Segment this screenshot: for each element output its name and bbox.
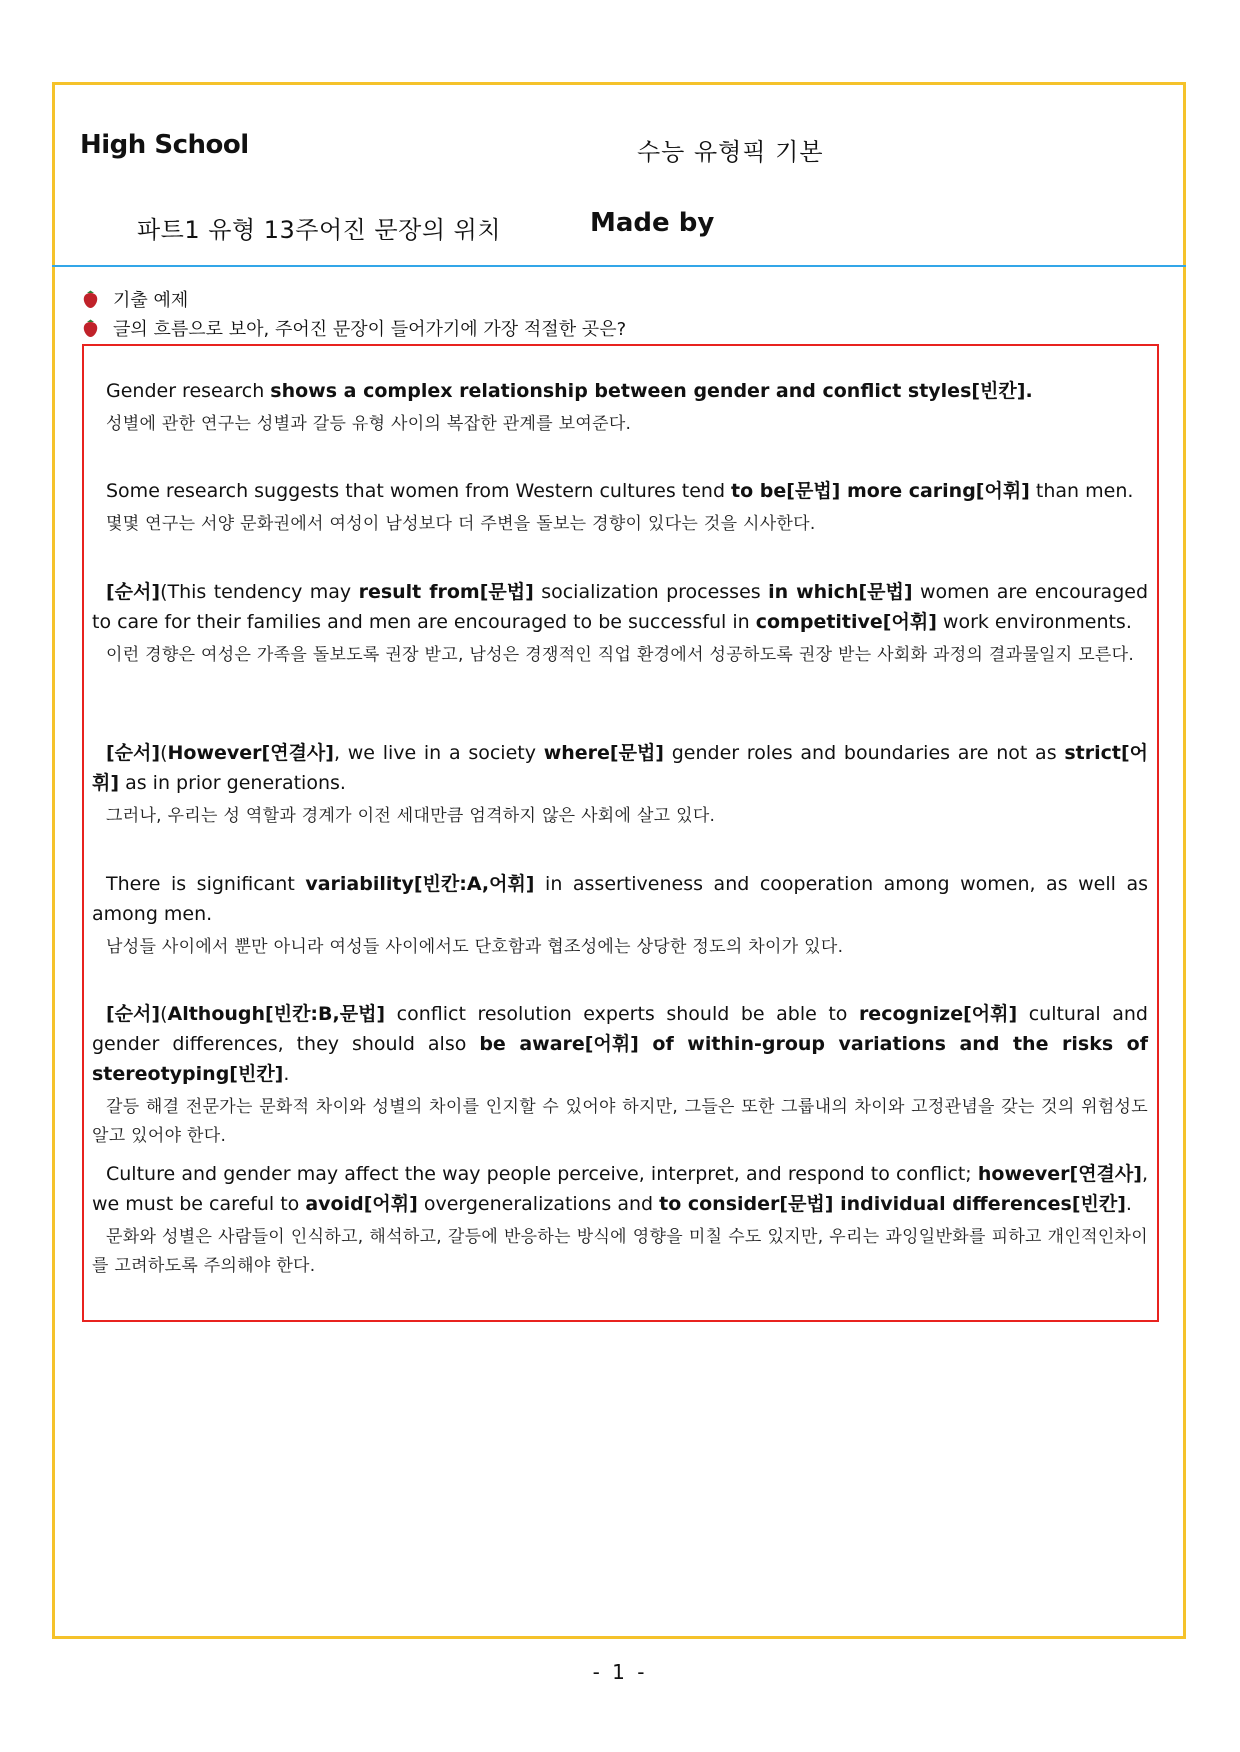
emphasized-phrase: shows a complex relationship between gender and conflict styles[빈칸]. [270, 380, 1033, 402]
text-run: gender roles and boundaries are not as [664, 742, 1065, 764]
passage-paragraph-7 [92, 1159, 1148, 1281]
emphasized-phrase: Although[빈칸:B,문법] [167, 1003, 386, 1025]
emphasized-phrase: [순서] [106, 742, 161, 764]
passage-paragraph-1 [92, 376, 1148, 439]
subject-title: 수능 유형픽 기본 [637, 138, 824, 166]
english-sentence [92, 577, 1148, 637]
emphasized-phrase: avoid[어휘] [305, 1193, 418, 1215]
bullet-row-past-exam [82, 286, 188, 312]
past-exam-label: 기출 예제 [113, 290, 189, 311]
emphasized-phrase: recognize[어휘] [858, 1003, 1018, 1025]
emphasized-phrase: However[연결사] [167, 742, 334, 764]
text-run: in assertiveness and cooperation among women, as well as among men. [92, 873, 1148, 925]
emphasized-phrase: [순서] [106, 581, 161, 603]
korean-translation: 성별에 관한 연구는 성별과 갈등 유형 사이의 복잡한 관계를 보여준다. [106, 414, 632, 434]
emphasized-phrase: [순서] [106, 1003, 161, 1025]
page-number: - 1 - [592, 1660, 648, 1684]
emphasized-phrase: to consider[문법] individual differences[빈칸] [659, 1193, 1126, 1215]
korean-translation: 몇몇 연구는 서양 문화권에서 여성이 남성보다 더 주변을 돌보는 경향이 있다는 것을 시사한다. [106, 514, 816, 534]
header-divider [52, 265, 1186, 267]
passage-paragraph-4 [92, 738, 1148, 831]
question-prompt: 글의 흐름으로 보아, 주어진 문장이 들어가기에 가장 적절한 곳은? [113, 319, 627, 340]
text-run: ( [160, 1003, 168, 1025]
text-run: There is significant [106, 873, 306, 895]
text-run: ( [160, 742, 168, 764]
english-sentence [92, 376, 1148, 406]
korean-translation: 갈등 해결 전문가는 문화적 차이와 성별의 차이를 인지할 수 있어야 하지만, 그들은 또한 그룹내의 차이와 고정관념을 갖는 것의 위험성도 알고 있어야 한다. [92, 1097, 1148, 1146]
emphasized-phrase: in which[문법] [768, 581, 913, 603]
emphasized-phrase: variability[빈칸:A,어휘] [305, 873, 535, 895]
text-run: Gender research [106, 380, 271, 402]
part-title: 파트1 유형 13주어진 문장의 위치 [137, 216, 502, 244]
text-run: . [1125, 1193, 1132, 1215]
strawberry-bullet-icon [82, 319, 99, 338]
emphasized-phrase: be aware[어휘] of within-group variations and the risks of stereotyping[빈칸] [92, 1033, 1149, 1085]
text-run: socialization processes [533, 581, 769, 603]
bullet-row-question [82, 315, 626, 341]
passage-paragraph-2 [92, 476, 1148, 539]
korean-translation: 남성들 사이에서 뿐만 아니라 여성들 사이에서도 단호함과 협조성에는 상당한 정도의 차이가 있다. [106, 937, 844, 957]
passage-paragraph-5 [92, 869, 1148, 962]
emphasized-phrase: competitive[어휘] [755, 611, 937, 633]
made-by-label: Made by [590, 208, 715, 238]
english-sentence [92, 1159, 1148, 1219]
text-run: as in prior generations. [119, 772, 346, 794]
school-level-label: High School [80, 130, 249, 160]
text-run: cultural and gender differences, they should also [92, 1003, 1148, 1055]
emphasized-phrase: strict[어휘] [92, 742, 1149, 794]
emphasized-phrase: where[문법] [543, 742, 664, 764]
korean-translation: 이런 경향은 여성은 가족을 돌보도록 권장 받고, 남성은 경쟁적인 직업 환경에서 성공하도록 권장 받는 사회화 과정의 결과물일지 모른다. [106, 645, 1135, 665]
emphasized-phrase: however[연결사] [977, 1163, 1142, 1185]
text-run: than men. [1029, 480, 1134, 502]
english-sentence [92, 869, 1148, 929]
english-sentence [92, 476, 1148, 506]
strawberry-bullet-icon [82, 290, 99, 309]
text-run: overgeneralizations and [417, 1193, 660, 1215]
text-run: (This tendency may [160, 581, 359, 603]
emphasized-phrase: to be[문법] more caring[어휘] [731, 480, 1030, 502]
text-run: . [283, 1063, 290, 1085]
english-sentence [92, 738, 1148, 798]
emphasized-phrase: result from[문법] [358, 581, 534, 603]
korean-translation: 그러나, 우리는 성 역할과 경계가 이전 세대만큼 엄격하지 않은 사회에 살고 있다. [106, 806, 716, 826]
text-run: conflict resolution experts should be able to [385, 1003, 859, 1025]
text-run: work environments. [936, 611, 1132, 633]
passage-paragraph-6 [92, 999, 1148, 1151]
text-run: , we live in a society [333, 742, 544, 764]
text-run: Culture and gender may affect the way people perceive, interpret, and respond to conflict; [106, 1163, 978, 1185]
korean-translation: 문화와 성별은 사람들이 인식하고, 해석하고, 갈등에 반응하는 방식에 영향을 미칠 수도 있지만, 우리는 과잉일반화를 피하고 개인적인차이를 고려하도록 주의해야 한다. [92, 1227, 1148, 1276]
passage-paragraph-3 [92, 577, 1148, 670]
english-sentence [92, 999, 1148, 1089]
text-run: , we must be careful to [92, 1163, 1148, 1215]
text-run: Some research suggests that women from Western cultures tend [106, 480, 732, 502]
text-run: women are encouraged to care for their families and men are encouraged to be successful in [92, 581, 1148, 633]
